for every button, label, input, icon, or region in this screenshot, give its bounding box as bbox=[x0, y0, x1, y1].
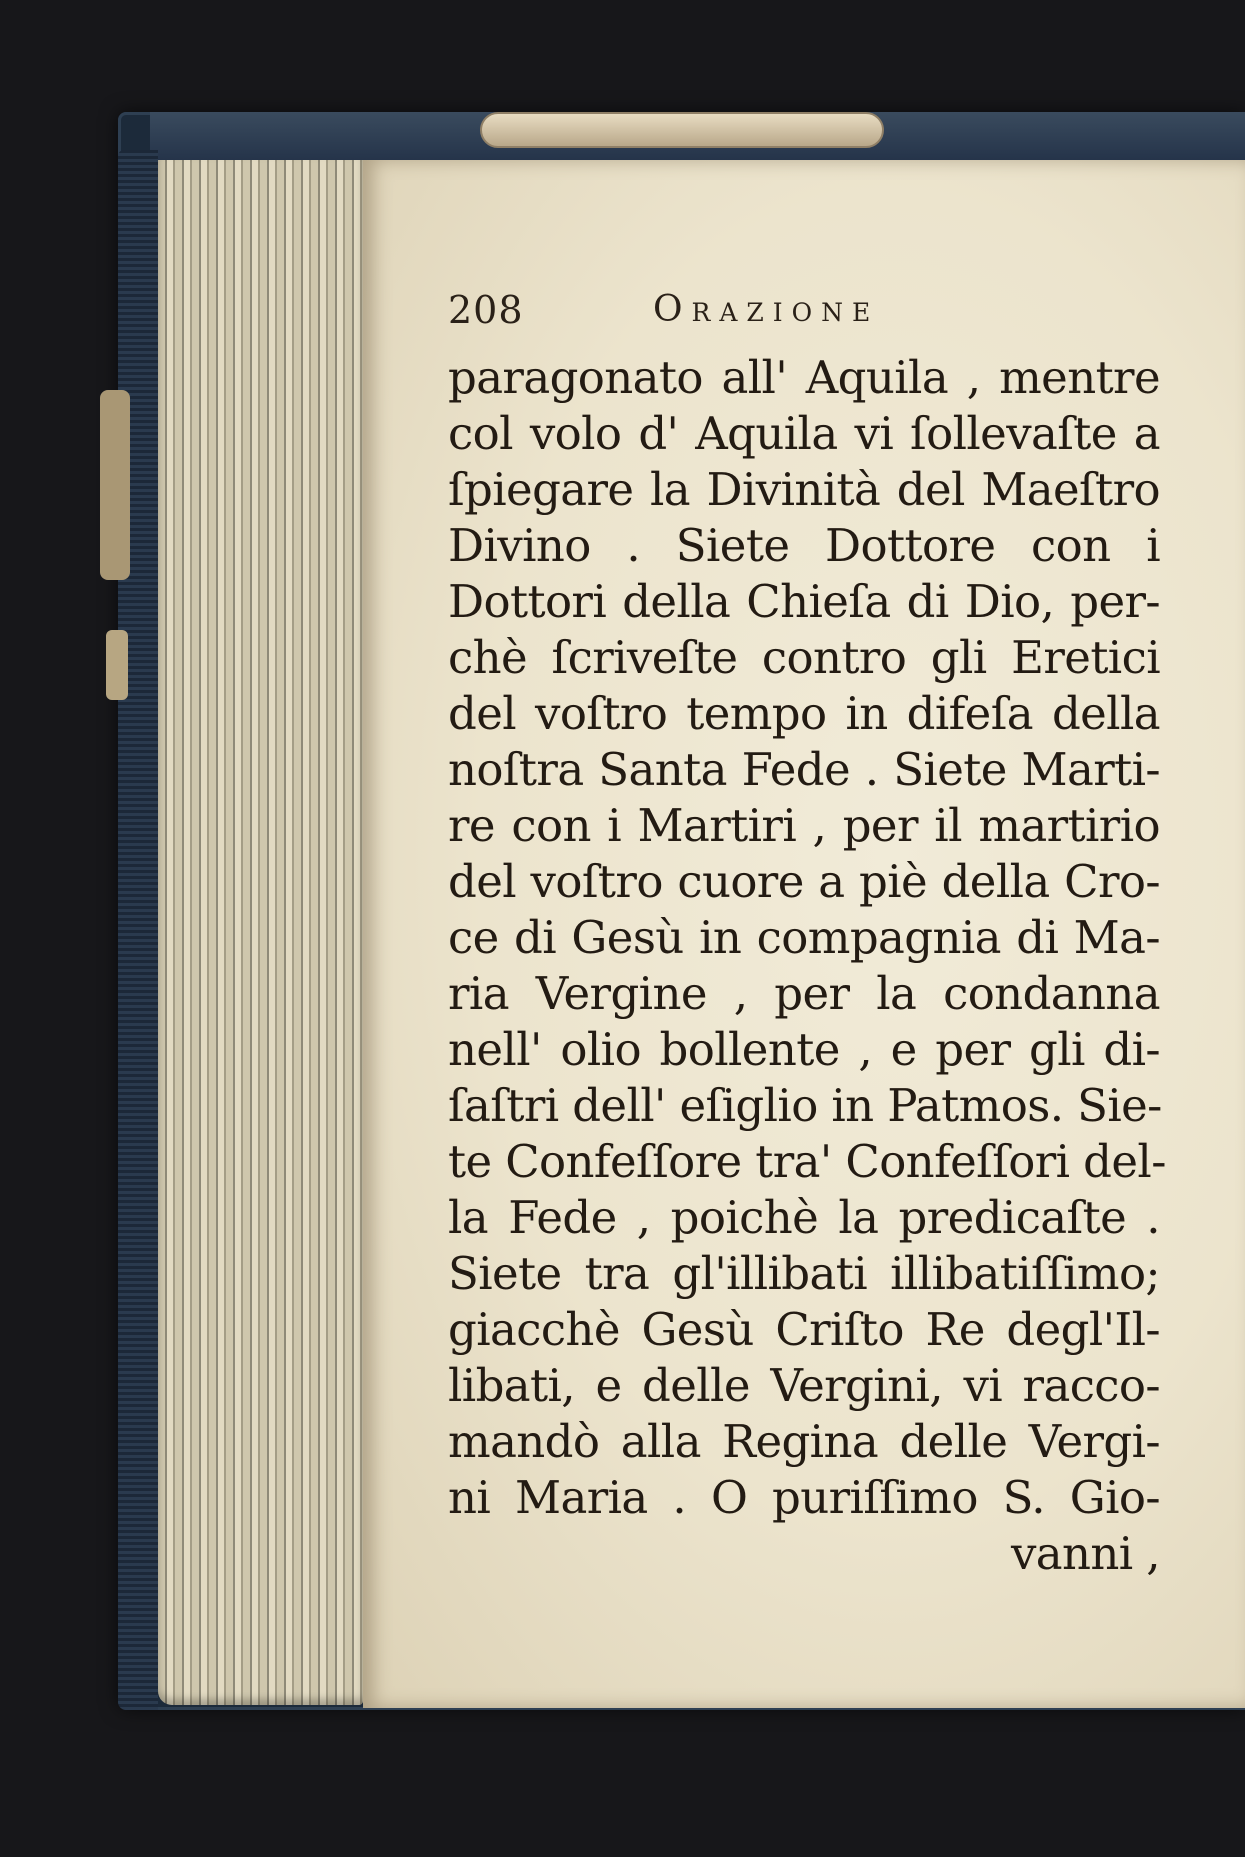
text-line: libati, e delle Vergini, vi racco- bbox=[448, 1359, 1160, 1412]
spine-wear-patch bbox=[100, 390, 130, 580]
text-line: col volo d' Aquila vi ſollevaſte a bbox=[448, 407, 1160, 460]
body-text bbox=[448, 350, 1166, 1680]
text-line: del voſtro tempo in difeſa della bbox=[448, 687, 1160, 740]
text-line: ce di Gesù in compagnia di Ma- bbox=[448, 911, 1160, 964]
text-line: paragonato all' Aquila , mentre bbox=[448, 351, 1160, 404]
catchword-line: vanni , bbox=[1010, 1527, 1160, 1580]
spine-wear-patch bbox=[106, 630, 128, 700]
page-number: 208 bbox=[448, 288, 524, 332]
text-line: la Fede , poichè la predicaſte . bbox=[448, 1191, 1160, 1244]
text-line: ſpiegare la Divinità del Maeſtro bbox=[448, 463, 1160, 516]
header-title: Orazione bbox=[653, 289, 880, 330]
text-line: giacchè Gesù Criſto Re degl'Il- bbox=[448, 1303, 1160, 1356]
text-line: Dottori della Chieſa di Dio, per- bbox=[448, 575, 1160, 628]
text-line: mandò alla Regina delle Vergi- bbox=[448, 1415, 1160, 1468]
book-spine bbox=[118, 150, 158, 1710]
text-line: ria Vergine , per la condanna bbox=[448, 967, 1160, 1020]
text-line: ni Maria . O puriſſimo S. Gio- bbox=[448, 1471, 1160, 1524]
text-line: noſtra Santa Fede . Siete Marti- bbox=[448, 743, 1160, 796]
text-line: del voſtro cuore a piè della Cro- bbox=[448, 855, 1160, 908]
text-line: ſaſtri dell' eſiglio in Patmos. Sie- bbox=[448, 1079, 1162, 1132]
text-line: chè ſcriveſte contro gli Eretici bbox=[448, 631, 1160, 684]
text-line: te Confeſſore tra' Confeſſori del- bbox=[448, 1135, 1166, 1188]
text-line: nell' olio bollente , e per gli di- bbox=[448, 1023, 1160, 1076]
book-clasp bbox=[480, 112, 884, 148]
text-line: re con i Martiri , per il martirio bbox=[448, 799, 1160, 852]
text-line: Siete tra gl'illibati illibatiſſimo; bbox=[448, 1247, 1160, 1300]
page-edges bbox=[158, 160, 363, 1705]
text-line: Divino . Siete Dottore con i bbox=[448, 519, 1160, 572]
running-head bbox=[448, 288, 968, 332]
